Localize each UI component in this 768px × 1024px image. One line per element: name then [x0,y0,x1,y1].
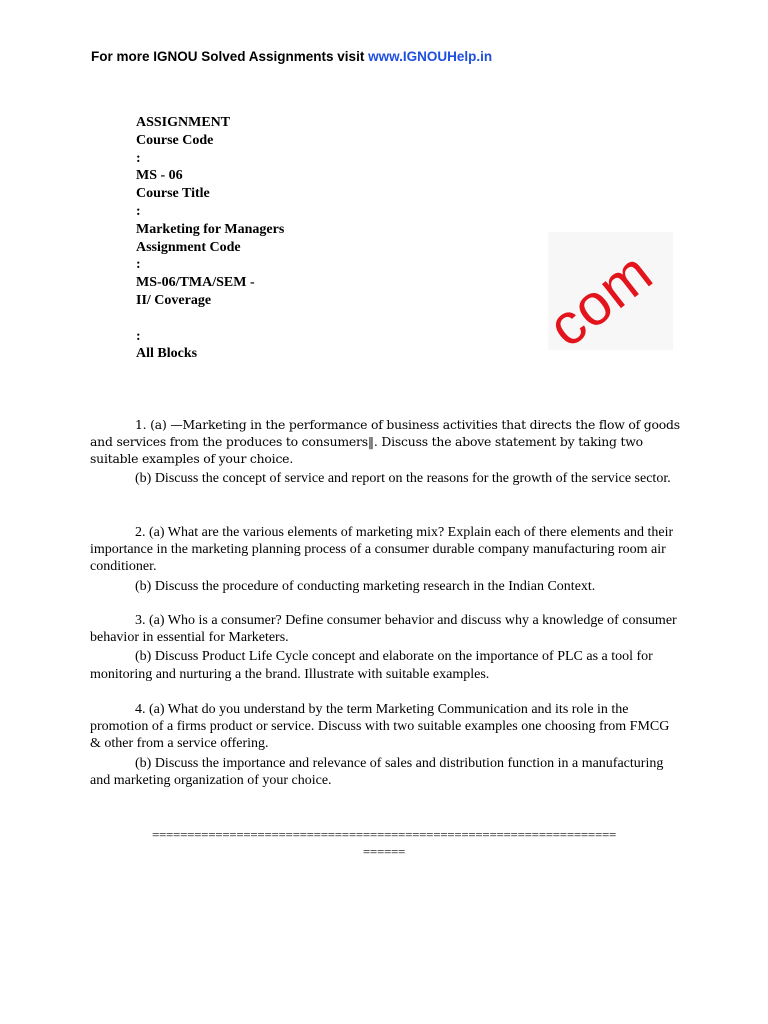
course-title-value: Marketing for Managers [136,221,285,237]
question-1a: 1. (a) —Marketing in the performance of business activities that directs the flow of goods and services from the produces to consumers‖. Discuss the above statement by taking two suitable examples of your choice. [90,417,680,467]
question-2 [90,524,680,595]
colon: : [136,150,141,166]
question-1 [90,416,680,487]
assignment-title: ASSIGNMENT [136,115,231,130]
question-4 [90,701,680,789]
question-2b: (b) Discuss the procedure of conducting marketing research in the Indian Context. [135,578,596,594]
question-1b: (b) Discuss the concept of service and report on the reasons for the growth of the service sector. [135,470,671,486]
colon: : [136,257,141,273]
separator-line-2: ====== [362,844,406,859]
question-3 [90,612,680,683]
separator-line-1: ================================================================== [151,827,617,842]
question-4b: (b) Discuss the importance and relevance of sales and distribution function in a manufacturing and marketing organization of your choice. [90,755,664,788]
question-2a: 2. (a) What are the various elements of marketing mix? Explain each of there elements and their importance in the marketing planning process of a consumer durable company manufacturing room air conditioner. [90,525,674,575]
course-code-label: Course Code [136,132,214,148]
coverage-label: II/ Coverage [136,292,212,308]
question-3b: (b) Discuss Product Life Cycle concept and elaborate on the importance of PLC as a tool for monitoring and nurturing a the brand. Illustrate with suitable examples. [90,649,653,682]
assignment-code-label: Assignment Code [136,239,241,255]
watermark-text: com [535,239,665,360]
header-text: For more IGNOU Solved Assignments visit [91,49,369,64]
assignment-code-value: MS-06/TMA/SEM - [136,275,255,291]
end-separator [0,826,768,860]
assignment-meta [136,114,284,363]
coverage-value: All Blocks [136,346,198,362]
question-4a: 4. (a) What do you understand by the term Marketing Communication and its role in the promotion of a firms product or service. Discuss with two suitable examples one choosing from FMCG & other from a service offering. [90,702,670,752]
course-title-label: Course Title [136,186,210,202]
colon: : [136,328,141,344]
colon: : [136,203,141,219]
header-line [91,49,492,64]
course-code-value: MS - 06 [136,168,183,184]
question-3a: 3. (a) Who is a consumer? Define consumer behavior and discuss why a knowledge of consumer behavior in essential for Marketers. [90,613,677,646]
watermark-stamp [535,232,673,360]
header-link[interactable]: www.IGNOUHelp.in [368,49,493,64]
